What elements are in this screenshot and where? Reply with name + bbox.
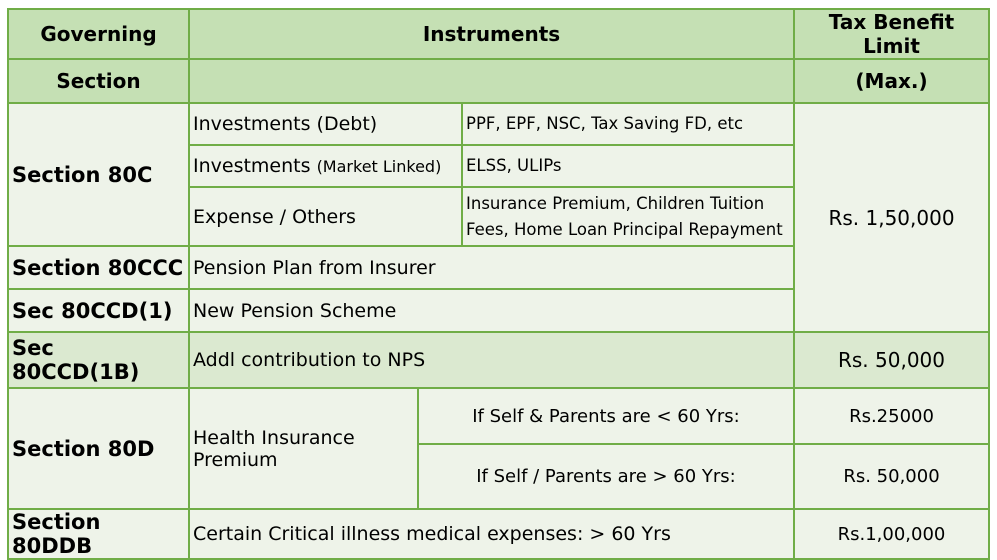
section-80ddb-label: Section 80DDB	[12, 510, 101, 558]
header-section-label: Section	[56, 69, 141, 93]
section-80ccc-label: Section 80CCC	[12, 255, 184, 280]
condition-below-60-text: If Self & Parents are < 60 Yrs:	[472, 405, 740, 427]
limit-80ccd1b-value: Rs. 50,000	[837, 348, 945, 372]
limit-80ccd1b	[794, 332, 989, 388]
detail-expense-others	[462, 187, 794, 246]
limit-80ddb-value: Rs.1,00,000	[837, 523, 946, 545]
instrument-health-insurance-label: Health Insurance Premium	[193, 426, 355, 471]
instrument-addl-nps	[189, 332, 794, 388]
instrument-pension-plan	[189, 246, 794, 289]
header-tax-benefit-limit	[794, 9, 989, 59]
section-80c	[8, 103, 189, 246]
instrument-investments-market-suffix: (Market Linked)	[316, 157, 442, 176]
instrument-investments-debt	[189, 103, 462, 145]
section-80d-label: Section 80D	[12, 436, 155, 461]
limit-80c-value: Rs. 1,50,000	[828, 205, 955, 230]
header-instruments	[189, 9, 794, 59]
instrument-expense-others-label: Expense / Others	[193, 205, 356, 228]
section-80d	[8, 388, 189, 509]
header-instruments-label: Instruments	[422, 22, 561, 46]
limit-80d-above-60-value: Rs. 50,000	[843, 466, 940, 487]
section-80ddb	[8, 509, 189, 559]
instrument-addl-nps-label: Addl contribution to NPS	[193, 349, 426, 371]
header-instruments-blank	[189, 59, 794, 103]
header-max	[794, 59, 989, 103]
header-governing-label: Governing	[40, 22, 157, 46]
instrument-expense-others	[189, 187, 462, 246]
tax-benefit-table	[7, 8, 990, 560]
header-max-label: (Max.)	[855, 69, 928, 93]
instrument-new-pension-scheme-label: New Pension Scheme	[193, 299, 397, 322]
detail-expense-others-text: Insurance Premium, Children Tuition Fees, Home Loan Principal Repayment	[466, 193, 783, 239]
limit-80ddb	[794, 509, 989, 559]
section-80ccd1b	[8, 332, 189, 388]
header-tax-benefit-limit-label: Tax Benefit Limit	[828, 10, 955, 58]
header-governing	[8, 9, 189, 59]
header-section	[8, 59, 189, 103]
instrument-investments-market-label: Investments	[193, 155, 317, 177]
limit-80d-above-60	[794, 444, 989, 509]
section-80c-label: Section 80C	[12, 162, 153, 187]
detail-investments-market-text: ELSS, ULIPs	[466, 156, 562, 175]
instrument-pension-plan-label: Pension Plan from Insurer	[193, 256, 436, 279]
instrument-new-pension-scheme	[189, 289, 794, 332]
limit-80d-below-60	[794, 388, 989, 444]
instrument-critical-illness	[189, 509, 794, 559]
condition-above-60-text: If Self / Parents are > 60 Yrs:	[476, 466, 736, 487]
instrument-investments-debt-label: Investments (Debt)	[193, 113, 378, 135]
section-80ccc	[8, 246, 189, 289]
instrument-investments-market	[189, 145, 462, 187]
detail-investments-debt-text: PPF, EPF, NSC, Tax Saving FD, etc	[466, 114, 744, 133]
condition-above-60	[418, 444, 794, 509]
section-80ccd1b-label: Sec 80CCD(1B)	[12, 336, 140, 384]
limit-80d-below-60-value: Rs.25000	[849, 405, 934, 427]
condition-below-60	[418, 388, 794, 444]
section-80ccd1-label: Sec 80CCD(1)	[12, 298, 173, 323]
section-80ccd1	[8, 289, 189, 332]
instrument-health-insurance	[189, 388, 418, 509]
instrument-critical-illness-label: Certain Critical illness medical expenses: > 60 Yrs	[193, 523, 671, 545]
detail-investments-market	[462, 145, 794, 187]
limit-80c	[794, 103, 989, 332]
detail-investments-debt	[462, 103, 794, 145]
